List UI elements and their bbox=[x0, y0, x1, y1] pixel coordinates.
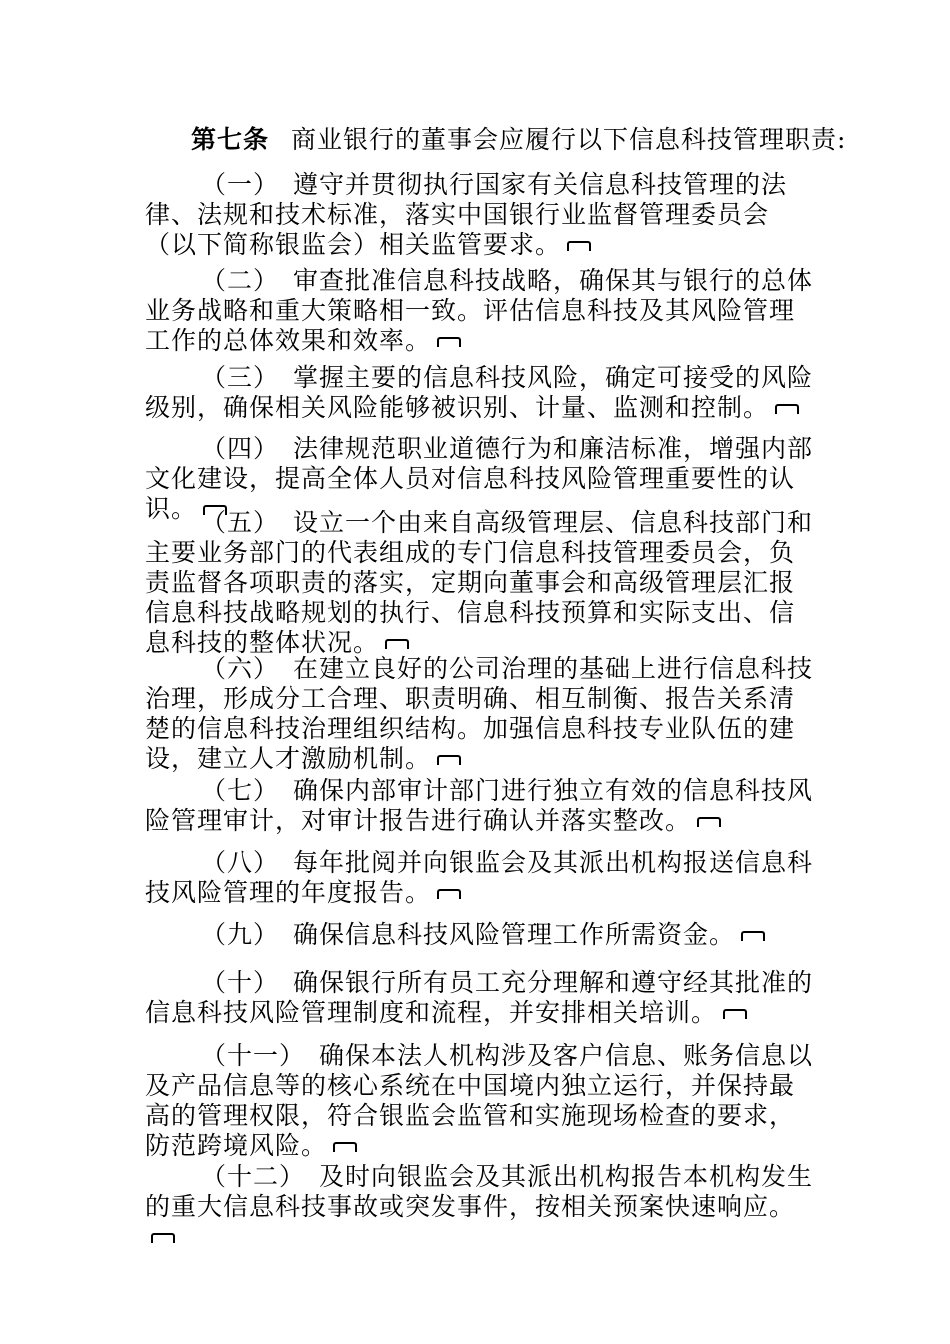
article-heading bbox=[191, 124, 847, 156]
clause-number: （四） bbox=[201, 434, 280, 463]
article-intro: 商业银行的董事会应履行以下信息科技管理职责: bbox=[291, 125, 847, 154]
clause-text: 遵守并贯彻执行国家有关信息科技管理的法律、法规和技术标准，落实中国银行业监督管理委员会（以下简称银监会）相关监管要求。 bbox=[145, 170, 788, 259]
clause-text: 设立一个由来自高级管理层、信息科技部门和主要业务部门的代表组成的专门信息科技管理委员会，负责监督各项职责的落实，定期向董事会和高级管理层汇报信息科技战略规划的执行、信息科技预算和实际支出、信息科技的整体状况。 bbox=[145, 508, 814, 657]
clause-text: 法律规范职业道德行为和廉洁标准，增强内部文化建设，提高全体人员对信息科技风险管理重要性的认识。 bbox=[145, 434, 814, 523]
clause-number: （三） bbox=[201, 363, 280, 392]
clause-number: （六） bbox=[201, 654, 280, 683]
clause-text: 在建立良好的公司治理的基础上进行信息科技治理，形成分工合理、职责明确、相互制衡、报告关系清楚的信息科技治理组织结构。加强信息科技专业队伍的建设，建立人才激励机制。 bbox=[145, 654, 814, 773]
clause-number: （十二） bbox=[201, 1162, 306, 1191]
paragraph-mark-icon bbox=[385, 639, 409, 649]
paragraph-mark-icon bbox=[741, 931, 765, 941]
clause-text: 审查批准信息科技战略，确保其与银行的总体业务战略和重大策略相一致。评估信息科技及其风险管理工作的总体效果和效率。 bbox=[145, 266, 814, 355]
clause-number: （七） bbox=[201, 776, 280, 805]
clause-5 bbox=[145, 508, 817, 658]
clause-number: （一） bbox=[201, 170, 280, 199]
clause-9 bbox=[145, 920, 817, 950]
paragraph-mark-icon bbox=[697, 817, 721, 827]
paragraph-mark-icon bbox=[437, 889, 461, 899]
clause-number: （二） bbox=[201, 266, 280, 295]
paragraph-mark-icon bbox=[723, 1009, 747, 1019]
clause-2 bbox=[145, 266, 817, 356]
clause-text: 确保内部审计部门进行独立有效的信息科技风险管理审计，对审计报告进行确认并落实整改。 bbox=[145, 776, 814, 835]
clause-text: 确保信息科技风险管理工作所需资金。 bbox=[293, 920, 736, 949]
clause-number: （十一） bbox=[201, 1041, 306, 1070]
clause-text: 掌握主要的信息科技风险，确定可接受的风险级别，确保相关风险能够被识别、计量、监测和控制。 bbox=[145, 363, 814, 422]
clause-7 bbox=[145, 776, 817, 836]
paragraph-mark-icon bbox=[567, 241, 591, 251]
clause-number: （十） bbox=[201, 968, 280, 997]
clause-text: 及时向银监会及其派出机构报告本机构发生的重大信息科技事故或突发事件，按相关预案快速响应。 bbox=[145, 1162, 814, 1221]
paragraph-mark-icon bbox=[775, 404, 799, 414]
clause-text: 确保银行所有员工充分理解和遵守经其批准的信息科技风险管理制度和流程，并安排相关培训。 bbox=[145, 968, 814, 1027]
clause-1 bbox=[145, 170, 817, 260]
paragraph-mark-icon bbox=[333, 1142, 357, 1152]
clause-12 bbox=[145, 1162, 817, 1252]
paragraph-mark-icon bbox=[437, 337, 461, 347]
clause-text: 确保本法人机构涉及客户信息、账务信息以及产品信息等的核心系统在中国境内独立运行，并保持最高的管理权限，符合银监会监管和实施现场检查的要求，防范跨境风险。 bbox=[145, 1041, 814, 1160]
clause-6 bbox=[145, 654, 817, 774]
paragraph-mark-icon bbox=[151, 1233, 175, 1243]
article-label: 第七条 bbox=[191, 125, 270, 154]
clause-8 bbox=[145, 848, 817, 908]
clause-3 bbox=[145, 363, 817, 423]
clause-number: （五） bbox=[201, 508, 280, 537]
clause-number: （八） bbox=[201, 848, 280, 877]
clause-number: （九） bbox=[201, 920, 280, 949]
clause-text: 每年批阅并向银监会及其派出机构报送信息科技风险管理的年度报告。 bbox=[145, 848, 814, 907]
clause-10 bbox=[145, 968, 817, 1028]
paragraph-mark-icon bbox=[437, 755, 461, 765]
clause-11 bbox=[145, 1041, 817, 1161]
